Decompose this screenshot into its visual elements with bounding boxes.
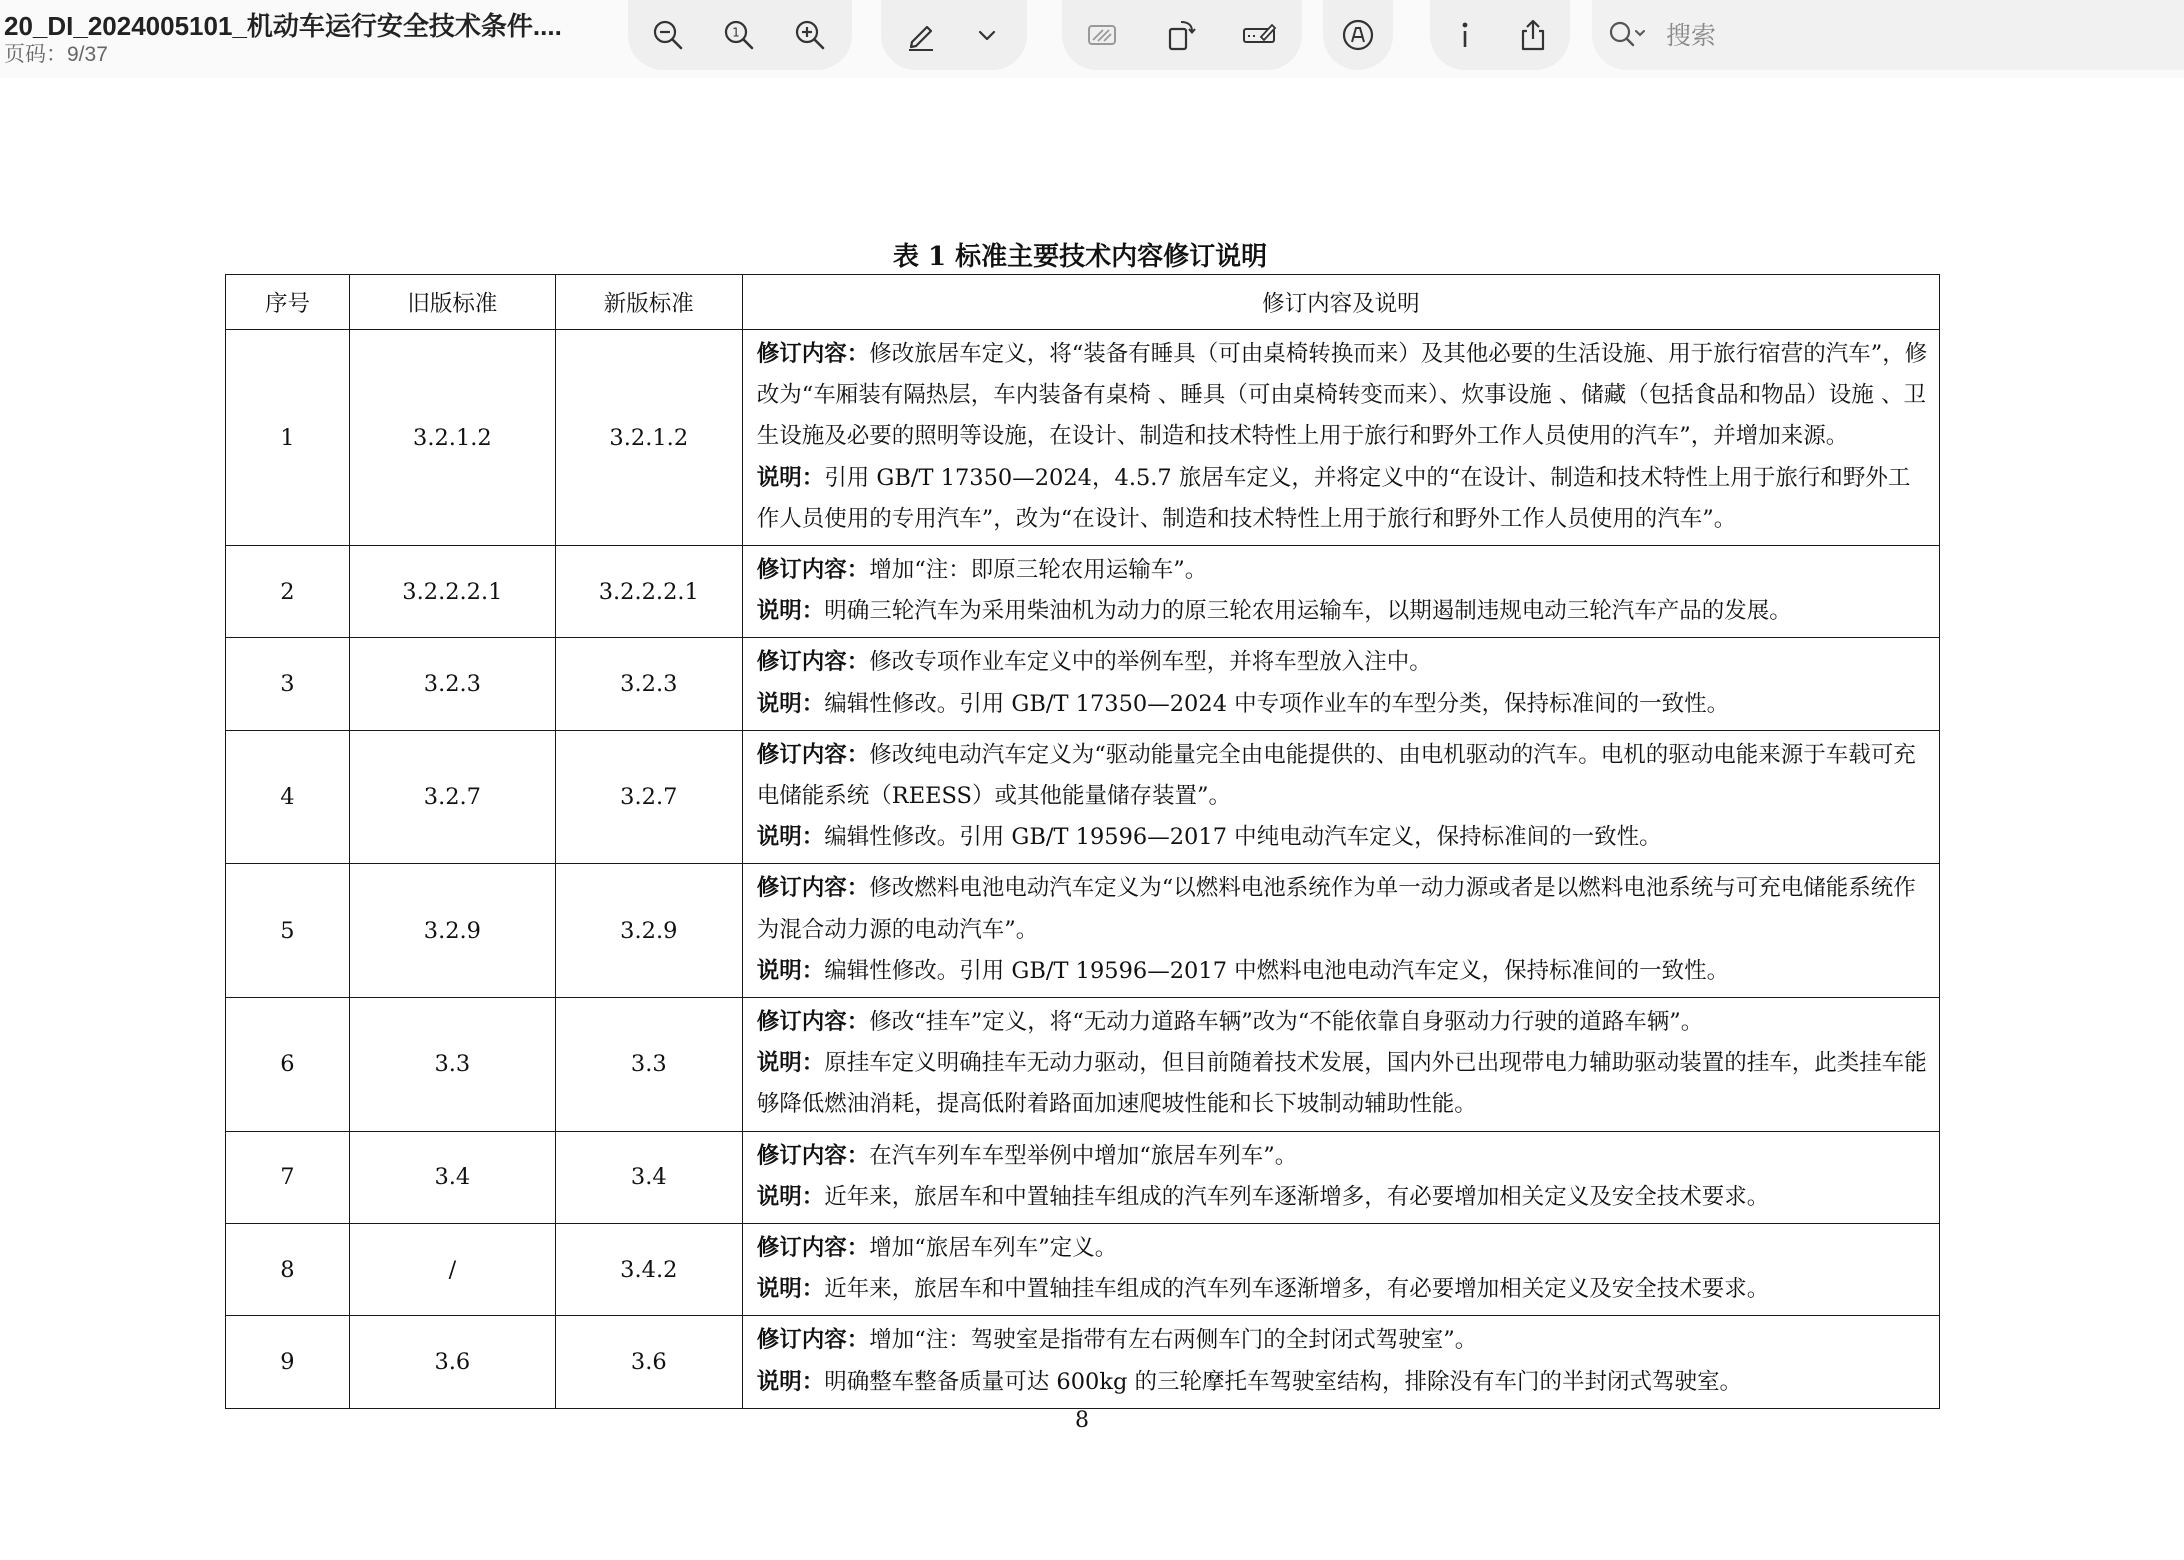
revision-note-text: 编辑性修改。引用 GB/T 19596—2017 中燃料电池电动汽车定义，保持标准间的一致性。	[824, 957, 1730, 984]
revision-note-label: 说明：	[756, 598, 825, 625]
old-clause-cell: 3.2.2.2.1	[349, 546, 555, 638]
row-number-cell: 2	[226, 546, 350, 638]
pen-icon[interactable]	[898, 12, 944, 58]
revision-note-text: 原挂车定义明确挂车无动力驱动，但目前随着技术发展，国内外已出现带电力辅助驱动装置的挂车，此类挂车能够降低燃油消耗，提高低附着路面加速爬坡性能和长下坡制动辅助性能。	[756, 1050, 1927, 1118]
viewer-toolbar	[0, 0, 2184, 78]
markup-controls	[881, 0, 1027, 70]
revision-note-text: 编辑性修改。引用 GB/T 17350—2024 中专项作业车的车型分类，保持标准间的一致性。	[824, 690, 1730, 717]
revision-content	[757, 1320, 1929, 1361]
search-icon	[1608, 20, 1650, 50]
revision-note	[757, 1362, 1929, 1403]
revision-note-label: 说明：	[756, 1368, 825, 1395]
table-row	[226, 864, 1940, 998]
new-clause-cell: 3.2.1.2	[555, 330, 742, 546]
column-header-new: 新版标准	[555, 275, 742, 330]
revision-content-label: 修订内容：	[756, 341, 870, 367]
revision-note	[757, 1043, 1929, 1125]
zoom-in-icon[interactable]	[787, 12, 833, 58]
row-number-cell: 9	[226, 1316, 350, 1408]
row-number-cell: 3	[226, 638, 350, 730]
table-header-row	[226, 275, 1940, 330]
table-row	[226, 638, 1940, 730]
revision-content-label: 修订内容：	[756, 1142, 870, 1169]
svg-text:1: 1	[732, 25, 740, 40]
search-field[interactable]	[1592, 0, 2184, 70]
new-clause-cell: 3.2.2.2.1	[555, 546, 742, 638]
revision-content-label: 修订内容：	[756, 741, 870, 768]
table-row	[226, 1224, 1940, 1316]
row-number-cell: 1	[226, 330, 350, 546]
zoom-controls	[628, 0, 852, 70]
revision-content-text: 增加“注：驾驶室是指带有左右两侧车门的全封闭式驾驶室”。	[869, 1327, 1478, 1354]
revision-content-label: 修订内容：	[756, 1327, 870, 1354]
revision-note	[757, 458, 1929, 540]
description-cell	[742, 998, 1939, 1132]
annotate-circle-icon[interactable]	[1335, 12, 1381, 58]
description-cell	[742, 1224, 1939, 1316]
revision-content-text: 增加“注：即原三轮农用运输车”。	[869, 557, 1208, 584]
table-row	[226, 1316, 1940, 1408]
table-row	[226, 330, 1940, 546]
old-clause-cell: 3.2.9	[349, 864, 555, 998]
table-row	[226, 546, 1940, 638]
old-clause-cell: 3.4	[349, 1131, 555, 1223]
revision-content-text: 修改旅居车定义，将“装备有睡具（可由桌椅转换而来）及其他必要的生活设施、用于旅行宿营的汽车”，修改为“车厢装有隔热层，车内装备有桌椅 、睡具（可由桌椅转变而来）、炊事设施 、储藏（包括食品和物品）设施 、卫生设施及必要的照明等设施，在设计、制造和技术特性上用于旅行和野外工作人员使用的汽车”，并增加来源。	[756, 341, 1928, 450]
revision-note-text: 近年来，旅居车和中置轴挂车组成的汽车列车逐渐增多，有必要增加相关定义及安全技术要求。	[824, 1276, 1770, 1303]
revision-content-label: 修订内容：	[756, 875, 870, 902]
row-number-cell: 5	[226, 864, 350, 998]
description-cell	[742, 1131, 1939, 1223]
info-icon[interactable]	[1442, 12, 1488, 58]
rotate-icon[interactable]	[1158, 12, 1204, 58]
revision-content-text: 在汽车列车车型举例中增加“旅居车列车”。	[869, 1142, 1298, 1169]
revision-content-text: 修改“挂车”定义，将“无动力道路车辆”改为“不能依靠自身驱动力行驶的道路车辆”。	[869, 1009, 1704, 1036]
table-body	[226, 330, 1940, 1409]
revision-note	[757, 951, 1929, 992]
revision-note	[757, 817, 1929, 858]
chevron-down-icon[interactable]	[964, 12, 1010, 58]
row-number-cell: 4	[226, 730, 350, 864]
revision-note-text: 近年来，旅居车和中置轴挂车组成的汽车列车逐渐增多，有必要增加相关定义及安全技术要求。	[824, 1183, 1770, 1210]
old-clause-cell: 3.6	[349, 1316, 555, 1408]
revision-note-text: 编辑性修改。引用 GB/T 19596—2017 中纯电动汽车定义，保持标准间的一致性。	[824, 824, 1662, 851]
column-header-description: 修订内容及说明	[742, 275, 1939, 330]
column-header-no: 序号	[226, 275, 350, 330]
revision-note-text: 明确三轮汽车为采用柴油机为动力的原三轮农用运输车，以期遏制违规电动三轮汽车产品的发展。	[824, 598, 1792, 625]
page-number: 8	[1075, 1408, 1089, 1433]
edit-controls	[1062, 0, 1302, 70]
redact-icon[interactable]	[1079, 12, 1125, 58]
revision-note	[757, 684, 1929, 725]
new-clause-cell: 3.4.2	[555, 1224, 742, 1316]
revision-content-label: 修订内容：	[756, 649, 870, 676]
revision-content-text: 修改纯电动汽车定义为“驱动能量完全由电能提供的、由电机驱动的汽车。电机的驱动电能来源于车载可充电储能系统（REESS）或其他能量储存装置”。	[756, 741, 1916, 810]
revision-content-label: 修订内容：	[756, 1009, 870, 1036]
row-number-cell: 8	[226, 1224, 350, 1316]
revision-note-label: 说明：	[756, 1276, 825, 1303]
new-clause-cell: 3.2.3	[555, 638, 742, 730]
new-clause-cell: 3.2.7	[555, 730, 742, 864]
revision-content	[757, 550, 1929, 591]
revision-content-text: 修改专项作业车定义中的举例车型，并将车型放入注中。	[869, 649, 1432, 676]
revision-table	[225, 274, 1940, 1409]
revision-note	[757, 1269, 1929, 1310]
info-share-controls	[1430, 0, 1570, 70]
revision-note-label: 说明：	[756, 690, 825, 717]
search-input[interactable]	[1664, 14, 2148, 56]
new-clause-cell: 3.6	[555, 1316, 742, 1408]
revision-content	[757, 868, 1929, 950]
description-cell	[742, 638, 1939, 730]
new-clause-cell: 3.2.9	[555, 864, 742, 998]
revision-note-label: 说明：	[756, 1050, 825, 1077]
revision-content	[757, 735, 1929, 817]
description-cell	[742, 1316, 1939, 1408]
actual-size-icon[interactable]	[716, 12, 762, 58]
form-fill-icon[interactable]	[1236, 12, 1282, 58]
revision-content-text: 增加“旅居车列车”定义。	[869, 1235, 1118, 1262]
zoom-out-icon[interactable]	[645, 12, 691, 58]
revision-note-label: 说明：	[756, 464, 825, 491]
table-row	[226, 998, 1940, 1132]
revision-note	[757, 591, 1929, 632]
new-clause-cell: 3.4	[555, 1131, 742, 1223]
revision-note-label: 说明：	[756, 957, 825, 984]
page-indicator: 页码：9/37	[4, 43, 108, 66]
revision-note-label: 说明：	[756, 1183, 825, 1210]
revision-content	[757, 1002, 1929, 1043]
row-number-cell: 7	[226, 1131, 350, 1223]
table-row	[226, 730, 1940, 864]
old-clause-cell: 3.2.3	[349, 638, 555, 730]
document-title: 20_DI_2024005101_机动车运行安全技术条件....	[4, 11, 562, 41]
description-cell	[742, 330, 1939, 546]
revision-content-text: 修改燃料电池电动汽车定义为“以燃料电池系统作为单一动力源或者是以燃料电池系统与可充电储能系统作为混合动力源的电动汽车”。	[756, 875, 1916, 943]
description-cell	[742, 730, 1939, 864]
table-row	[226, 1131, 1940, 1223]
revision-note	[757, 1177, 1929, 1218]
revision-note-label: 说明：	[756, 824, 825, 851]
share-icon[interactable]	[1510, 12, 1556, 58]
revision-content	[757, 1228, 1929, 1269]
table-caption: 表 1 标准主要技术内容修订说明	[892, 242, 1268, 272]
revision-content	[757, 1136, 1929, 1177]
revision-content-label: 修订内容：	[756, 557, 870, 584]
revision-note-text: 引用 GB/T 17350—2024，4.5.7 旅居车定义，并将定义中的“在设计、制造和技术特性上用于旅行和野外工作人员使用的专用汽车”，改为“在设计、制造和技术特性上用于旅行和野外工作人员使用的汽车”。	[756, 464, 1911, 532]
old-clause-cell: /	[349, 1224, 555, 1316]
column-header-old: 旧版标准	[349, 275, 555, 330]
old-clause-cell: 3.2.7	[349, 730, 555, 864]
old-clause-cell: 3.3	[349, 998, 555, 1132]
revision-content	[757, 642, 1929, 683]
row-number-cell: 6	[226, 998, 350, 1132]
revision-content-label: 修订内容：	[756, 1235, 870, 1262]
revision-note-text: 明确整车整备质量可达 600kg 的三轮摩托车驾驶室结构，排除没有车门的半封闭式驾驶室。	[824, 1368, 1743, 1395]
annotate-control	[1323, 0, 1393, 70]
old-clause-cell: 3.2.1.2	[349, 330, 555, 546]
description-cell	[742, 864, 1939, 998]
revision-content	[757, 334, 1929, 458]
description-cell	[742, 546, 1939, 638]
new-clause-cell: 3.3	[555, 998, 742, 1132]
